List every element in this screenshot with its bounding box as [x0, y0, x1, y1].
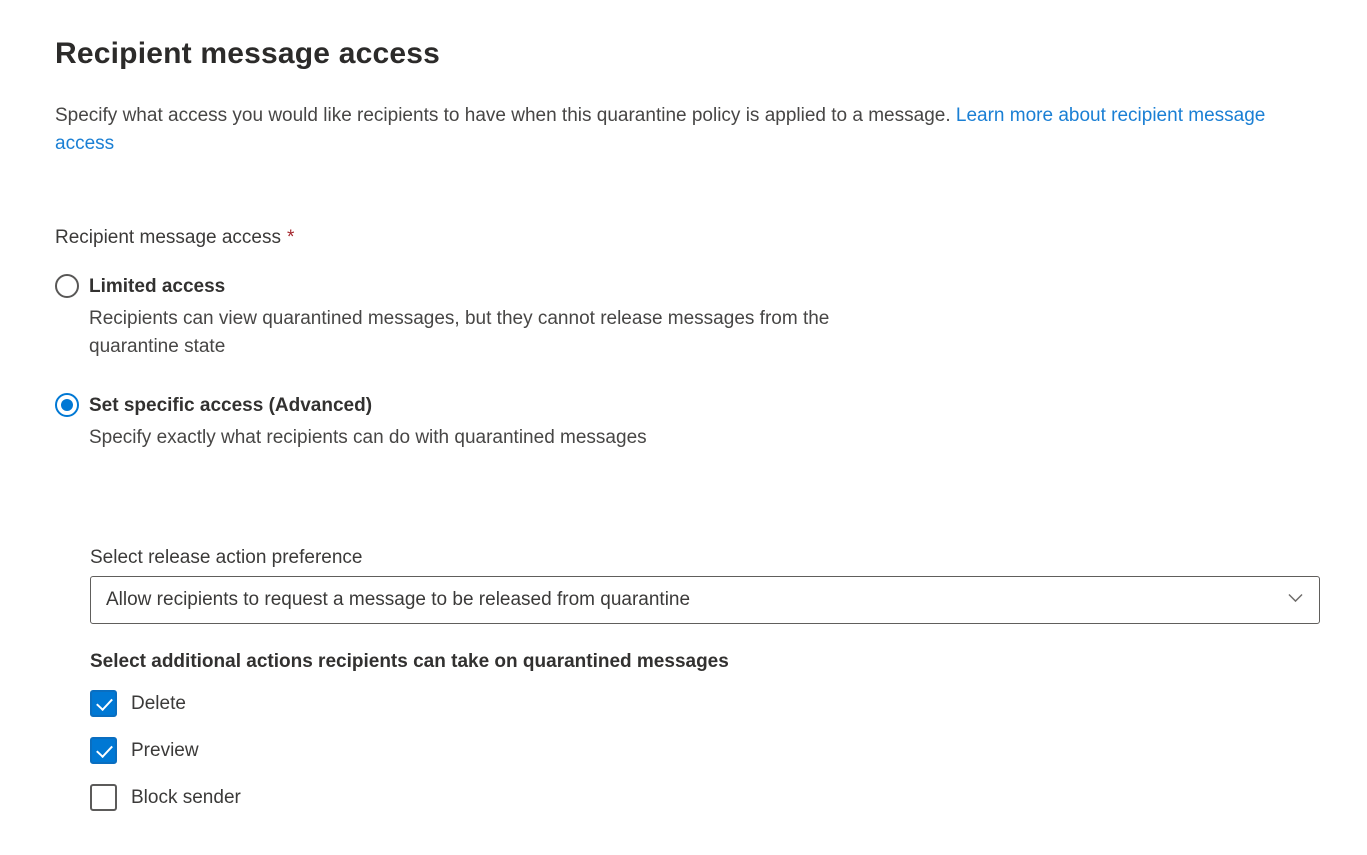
delete-checkbox-label: Delete	[131, 692, 186, 714]
checkbox-row-delete[interactable]	[90, 690, 1320, 717]
limited-access-description: Recipients can view quarantined messages, but they cannot release messages from the quarantine state	[89, 308, 830, 357]
block-sender-checkbox[interactable]	[90, 784, 117, 811]
learn-more-link[interactable]: Learn more about recipient message access	[55, 105, 1266, 154]
page-description	[55, 102, 1320, 158]
delete-checkbox[interactable]	[90, 690, 117, 717]
chevron-down-icon	[1286, 588, 1305, 612]
limited-access-text	[89, 274, 834, 361]
release-action-selected-value: Allow recipients to request a message to be released from quarantine	[106, 589, 691, 610]
advanced-access-section	[90, 546, 1320, 811]
release-action-label: Select release action preference	[90, 547, 363, 568]
set-specific-access-text	[89, 393, 647, 452]
access-field-label	[55, 226, 1320, 250]
page-title: Recipient message access	[55, 37, 441, 70]
release-action-dropdown[interactable]	[90, 576, 1320, 624]
radio-option-set-specific-access[interactable]	[55, 393, 1320, 452]
required-asterisk: *	[287, 227, 295, 248]
set-specific-access-radio-icon[interactable]	[55, 393, 79, 417]
page-description-text: Specify what access you would like recipients to have when this quarantine policy is applied to a message.	[55, 105, 951, 126]
access-field-label-text: Recipient message access	[55, 227, 281, 248]
checkbox-row-preview[interactable]	[90, 737, 1320, 764]
limited-access-label: Limited access	[89, 276, 226, 297]
radio-option-limited-access[interactable]	[55, 274, 1320, 361]
additional-actions-label: Select additional actions recipients can take on quarantined messages	[90, 651, 729, 672]
limited-access-radio-icon[interactable]	[55, 274, 79, 298]
checkbox-row-block-sender[interactable]	[90, 784, 1320, 811]
preview-checkbox[interactable]	[90, 737, 117, 764]
block-sender-checkbox-label: Block sender	[131, 786, 241, 808]
set-specific-access-description: Specify exactly what recipients can do with quarantined messages	[89, 427, 647, 448]
set-specific-access-label: Set specific access (Advanced)	[89, 395, 373, 416]
preview-checkbox-label: Preview	[131, 739, 199, 761]
